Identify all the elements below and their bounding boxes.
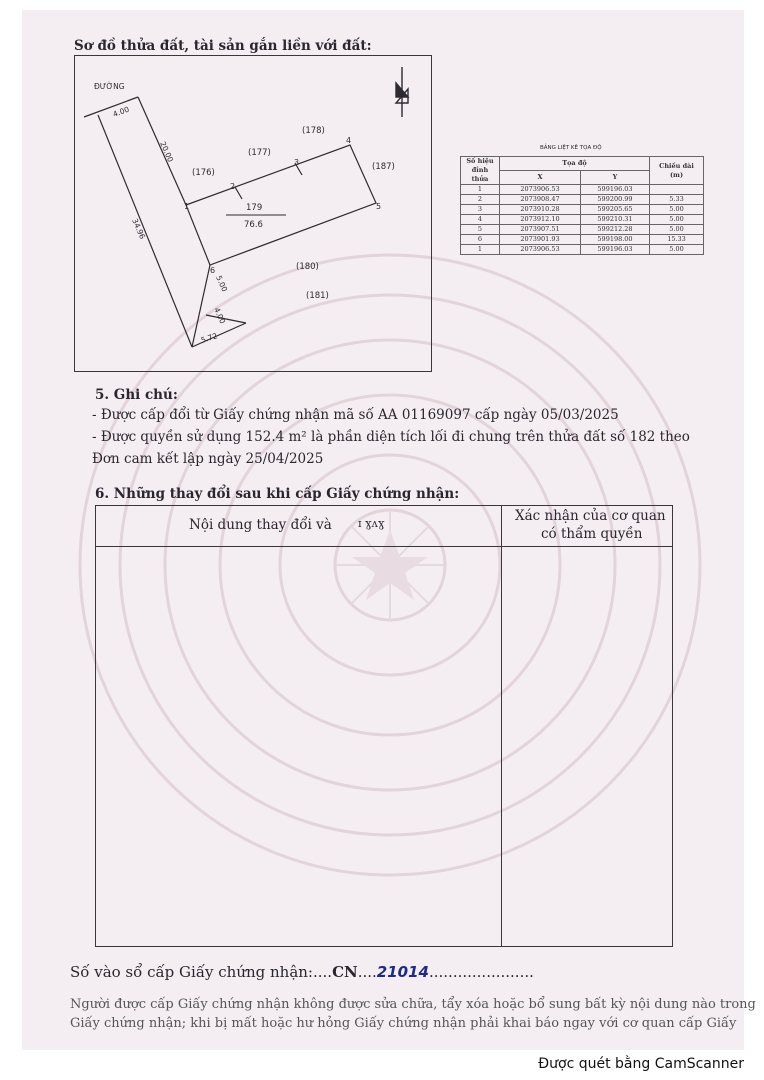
neighbor-187: (187): [372, 162, 395, 172]
road-label: ĐƯỜNG: [94, 82, 125, 91]
header-y: Y: [581, 171, 650, 185]
register-prefix: CN: [332, 963, 358, 981]
neighbor-176: (176): [192, 168, 215, 178]
note-line-1: - Được cấp đổi từ Giấy chứng nhận mã số AA 01169097 cấp ngày 05/03/2025: [92, 407, 619, 423]
register-label: Số vào sổ cấp Giấy chứng nhận:....: [70, 963, 333, 981]
neighbor-181: (181): [306, 291, 329, 301]
vertex-3: 3: [294, 158, 300, 167]
vertex-1: 1: [184, 202, 190, 211]
parcel-map: [74, 55, 430, 370]
footer-line-2: Giấy chứng nhận; khi bị mất hoặc hư hỏng Giấy chứng nhận phải khai báo ngay với cơ quan cấp Giấy: [70, 1016, 737, 1031]
parcel-number: 179: [246, 203, 263, 213]
vertex-5: 5: [376, 202, 382, 211]
notes-title: 5. Ghi chú:: [95, 387, 178, 403]
note-line-2: - Được quyền sử dụng 152.4 m² là phần diện tích lối đi chung trên thửa đất số 182 theo: [92, 429, 690, 445]
changes-col-content-header-tail: ɪ ɣʌɣ: [358, 517, 385, 530]
coordinate-table-title: BẢNG LIỆT KÊ TỌA ĐỘ: [540, 145, 602, 151]
changes-table: [95, 505, 673, 947]
table-row: 1 2073906.53 599196.03: [461, 185, 704, 195]
register-dots-after: ......................: [428, 963, 534, 981]
parcel-area: 76.6: [244, 220, 263, 230]
table-row: 4 2073912.10 599210.31 5.00: [461, 215, 704, 225]
header-length: Chiều dài (m): [650, 157, 704, 185]
neighbor-177: (177): [248, 148, 271, 158]
parcel-179-outline: [186, 145, 376, 265]
table-row: 3 2073910.28 599205.65 5.00: [461, 205, 704, 215]
dim-south-1: 5.00: [214, 274, 230, 294]
changes-title: 6. Những thay đổi sau khi cấp Giấy chứng nhận:: [95, 486, 460, 502]
changes-col-confirm-header-2: có thẩm quyền: [541, 526, 643, 542]
road-edge: [84, 97, 138, 117]
neighbor-178: (178): [302, 126, 325, 136]
vertex-6: 6: [210, 266, 216, 275]
header-x: X: [500, 171, 581, 185]
camscanner-watermark: Được quét bằng CamScanner: [538, 1056, 744, 1072]
neighbor-180: (180): [296, 262, 319, 272]
table-row: 6 2073901.93 599198.00 15.33: [461, 235, 704, 245]
register-dots-before: ....: [357, 963, 377, 981]
coordinate-table: [460, 156, 704, 255]
dim-south-2: 4.00: [212, 306, 228, 326]
header-point: Số hiệu đỉnh thửa: [461, 157, 500, 185]
changes-col-content-header: Nội dung thay đổi và: [189, 517, 332, 533]
north-arrow-icon: [396, 67, 408, 117]
dim-road-width: 4.00: [111, 104, 131, 119]
register-number-handwritten: 21014: [376, 963, 429, 981]
footer-line-1: Người được cấp Giấy chứng nhận không được sửa chữa, tẩy xóa hoặc bổ sung bất kỳ nội dung nào trong: [70, 997, 756, 1012]
note-line-3: Đơn cam kết lập ngày 25/04/2025: [92, 451, 324, 467]
changes-col-confirm-header-1: Xác nhận của cơ quan: [515, 508, 666, 524]
vertex-2: 2: [230, 182, 236, 191]
map-section-title: Sơ đồ thửa đất, tài sản gắn liền với đất:: [74, 38, 372, 54]
dim-west: 34.96: [130, 217, 148, 241]
register-number-line: [70, 963, 534, 981]
table-row: 1 2073906.53 599196.03 5.00: [461, 245, 704, 255]
table-row: 5 2073907.51 599212.28 5.00: [461, 225, 704, 235]
table-row: 2 2073908.47 599200.99 5.33: [461, 195, 704, 205]
vertex-4: 4: [346, 136, 352, 145]
dim-north: 20.00: [158, 140, 176, 164]
dim-south-3: 5.72: [199, 331, 219, 345]
header-coords: Tọa độ: [500, 157, 650, 171]
